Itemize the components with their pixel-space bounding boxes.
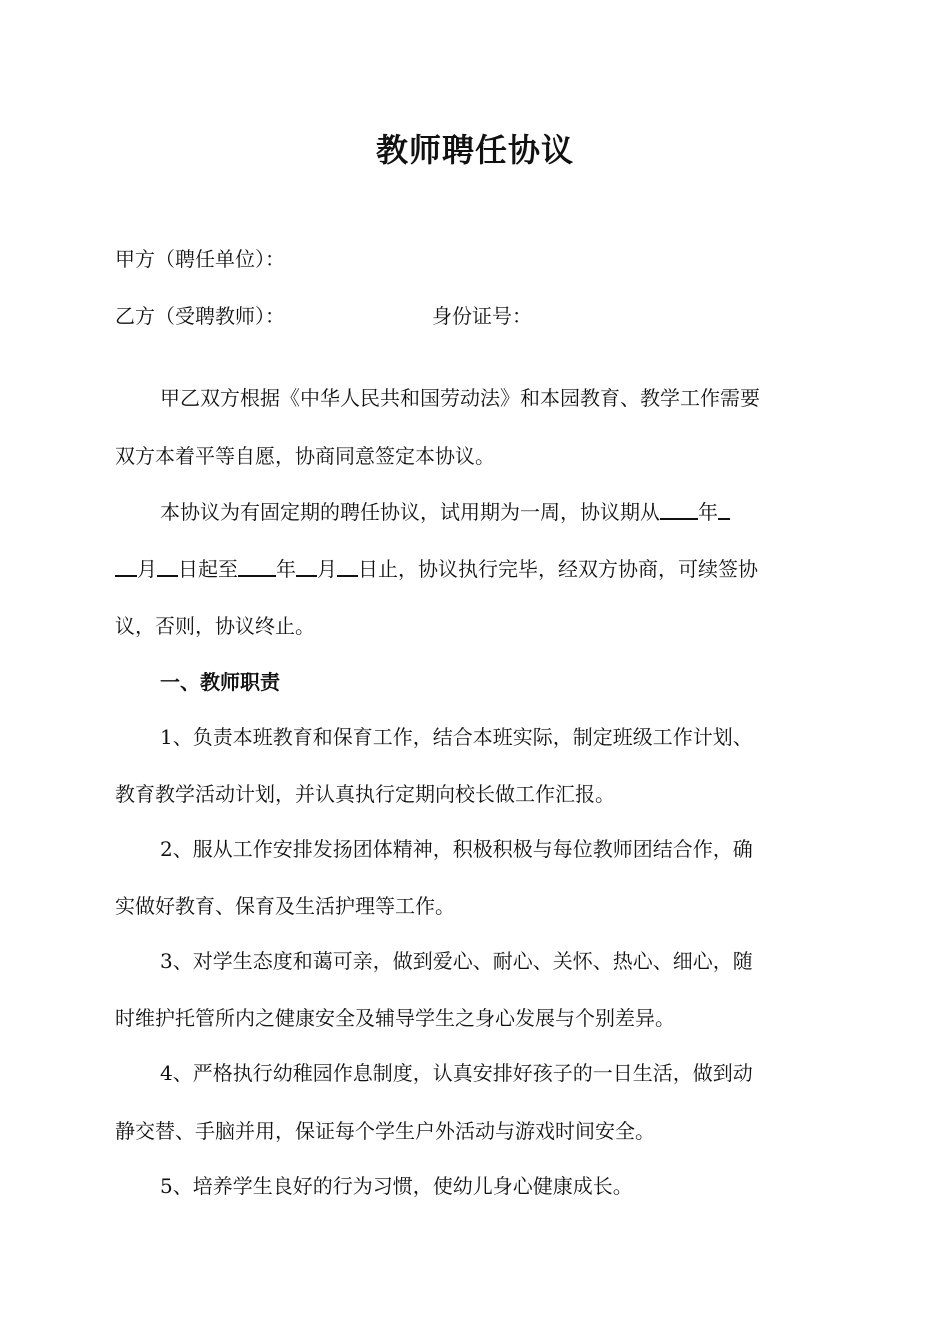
document-title: 教师聘任协议 <box>375 131 574 169</box>
year-blank-1 <box>660 498 698 520</box>
month-blank-2 <box>296 555 317 577</box>
day-blank-2 <box>337 555 358 577</box>
duty-item-2-line-1: 2、服从工作安排发扬团体精神，积极积极与每位教师团结合作，确 <box>160 837 753 861</box>
day-label-1: 日起至 <box>178 557 238 581</box>
duty-item-4-line-1: 4、严格执行幼稚园作息制度，认真安排好孩子的一日生活，做到动 <box>160 1061 753 1085</box>
year-blank-2 <box>238 555 276 577</box>
month-blank-1b <box>115 555 137 577</box>
duty-item-4-line-2: 静交替、手脑并用，保证每个学生户外活动与游戏时间安全。 <box>115 1119 655 1143</box>
day-blank-1 <box>157 555 178 577</box>
duty-item-3-line-1: 3、对学生态度和蔼可亲，做到爱心、耐心、关怀、热心、细心，随 <box>160 949 753 973</box>
month-label-1: 月 <box>137 557 157 581</box>
term-line-3: 议，否则，协议终止。 <box>115 614 315 638</box>
year-label-1: 年 <box>698 500 718 524</box>
duty-item-3-line-2: 时维护托管所内之健康安全及辅导学生之身心发展与个别差异。 <box>115 1006 675 1030</box>
term-line-2 <box>115 554 758 584</box>
month-blank-1a <box>718 498 730 520</box>
intro-line-1: 甲乙双方根据《中华人民共和国劳动法》和本园教育、教学工作需要 <box>160 386 760 410</box>
party-a-label: 甲方（聘任单位）： <box>115 247 285 271</box>
year-label-2: 年 <box>276 557 296 581</box>
intro-line-2: 双方本着平等自愿，协商同意签定本协议。 <box>115 444 495 468</box>
id-number-label: 身份证号： <box>432 304 532 328</box>
month-label-2: 月 <box>317 557 337 581</box>
term-text-end: 日止，协议执行完毕，经双方协商，可续签协 <box>358 557 758 581</box>
duty-item-5-line-1: 5、培养学生良好的行为习惯，使幼儿身心健康成长。 <box>160 1174 633 1198</box>
term-line-1 <box>160 497 730 527</box>
term-text-start: 本协议为有固定期的聘任协议，试用期为一周，协议期从 <box>160 500 660 524</box>
duty-item-1-line-2: 教育教学活动计划，并认真执行定期向校长做工作汇报。 <box>115 782 615 806</box>
section-heading: 一、教师职责 <box>160 670 280 694</box>
duty-item-2-line-2: 实做好教育、保育及生活护理等工作。 <box>115 894 455 918</box>
duty-item-1-line-1: 1、负责本班教育和保育工作，结合本班实际，制定班级工作计划、 <box>160 725 753 749</box>
party-b-label: 乙方（受聘教师）： <box>115 304 285 328</box>
